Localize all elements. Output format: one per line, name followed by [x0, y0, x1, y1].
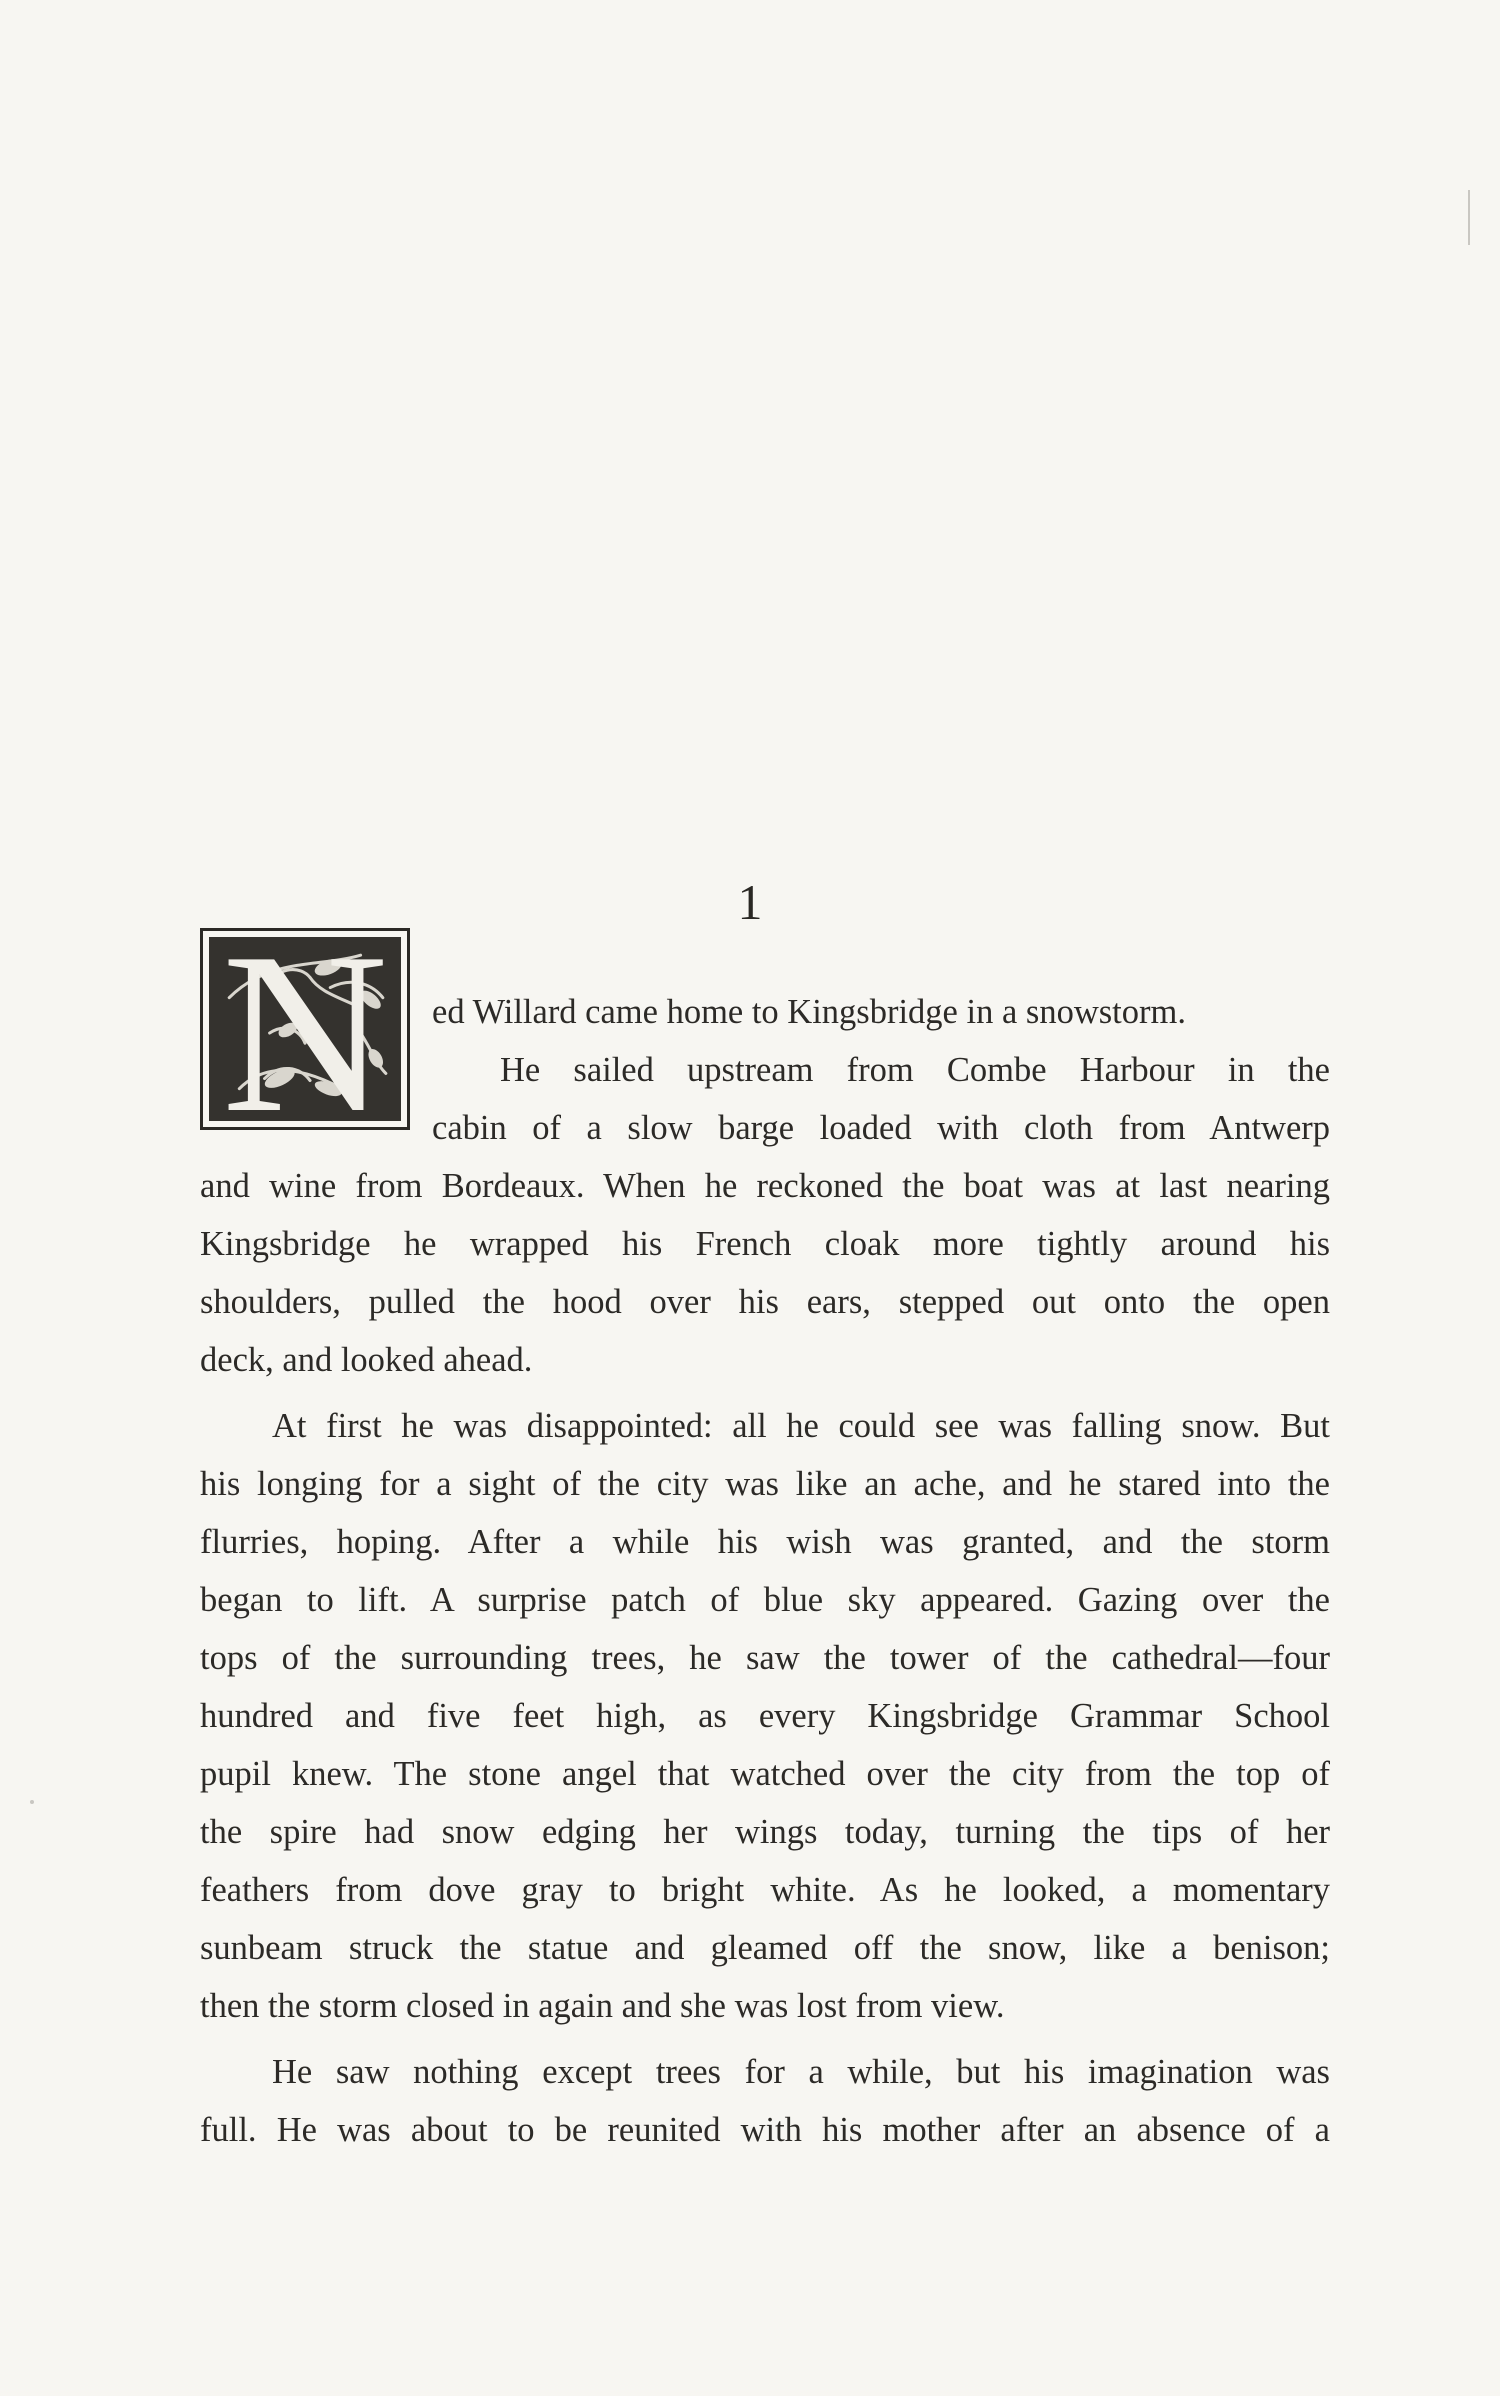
text-line: pupil knew. The stone angel that watched over the city from the top of [200, 1755, 1330, 1793]
text-line: cabin of a slow barge loaded with cloth from Antwerp [432, 1109, 1330, 1147]
scan-artifact [30, 1800, 34, 1804]
text-line: Kingsbridge he wrapped his French cloak more tightly around his [200, 1225, 1330, 1263]
drop-cap-letter: N [221, 937, 389, 1121]
text-line: shoulders, pulled the hood over his ears, stepped out onto the open [200, 1283, 1330, 1321]
text-line: ed Willard came home to Kingsbridge in a snowstorm. [432, 993, 1186, 1031]
text-line: flurries, hoping. After a while his wish was granted, and the storm [200, 1523, 1330, 1561]
text-line: his longing for a sight of the city was like an ache, and he stared into the [200, 1465, 1330, 1503]
drop-cap-ornament [209, 937, 401, 1121]
text-line: He saw nothing except trees for a while, but his imagination was [272, 2053, 1330, 2091]
text-line: He sailed upstream from Combe Harbour in the [500, 1051, 1330, 1089]
text-line: sunbeam struck the statue and gleamed off the snow, like a benison; [200, 1929, 1330, 1967]
drop-cap-initial [200, 928, 410, 1130]
text-line: tops of the surrounding trees, he saw the tower of the cathedral—four [200, 1639, 1330, 1677]
text-line: feathers from dove gray to bright white. As he looked, a momentary [200, 1871, 1330, 1909]
text-line: deck, and looked ahead. [200, 1341, 533, 1379]
text-line: hundred and five feet high, as every Kingsbridge Grammar School [200, 1697, 1330, 1735]
text-line: the spire had snow edging her wings today, turning the tips of her [200, 1813, 1330, 1851]
scan-artifact [1468, 190, 1470, 245]
text-line: then the storm closed in again and she was lost from view. [200, 1987, 1005, 2025]
chapter-number: 1 [737, 874, 763, 930]
text-line: At first he was disappointed: all he could see was falling snow. But [272, 1407, 1330, 1445]
text-line: began to lift. A surprise patch of blue sky appeared. Gazing over the [200, 1581, 1330, 1619]
text-line: and wine from Bordeaux. When he reckoned the boat was at last nearing [200, 1167, 1330, 1205]
text-line: full. He was about to be reunited with his mother after an absence of a [200, 2111, 1330, 2149]
